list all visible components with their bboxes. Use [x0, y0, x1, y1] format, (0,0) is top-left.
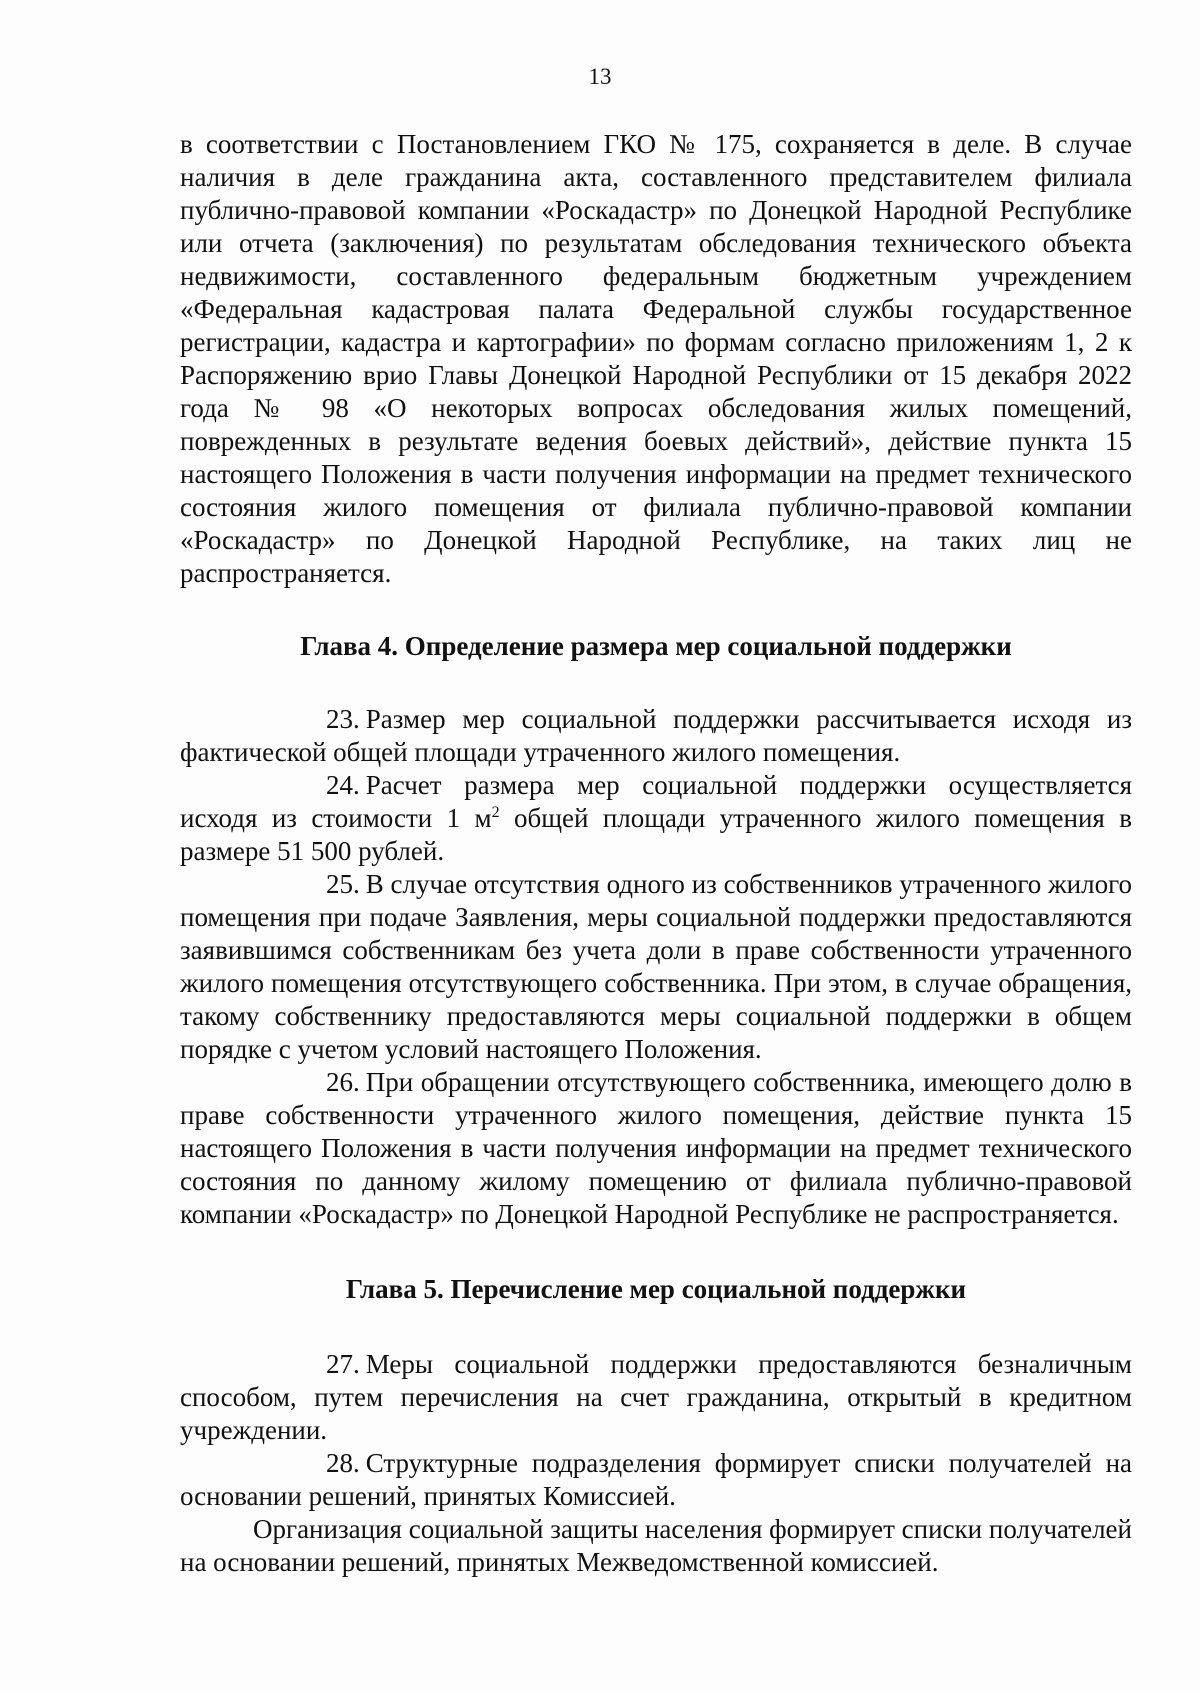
paragraph-26-number: 26. [326, 1067, 360, 1097]
paragraph-25-number: 25. [326, 869, 360, 899]
paragraph-27-text: Меры социальной поддержки предоставляются безналичным способом, путем перечисления на счет гражданина, открытый в кредитном учреждении. [180, 1349, 1132, 1445]
paragraph-27 [180, 1348, 1132, 1447]
document-body [180, 128, 1132, 1579]
paragraph-24-number: 24. [326, 770, 360, 800]
paragraph-23-text: Размер мер социальной поддержки рассчитывается исходя из фактической общей площади утраченного жилого помещения. [180, 704, 1132, 767]
paragraph-23 [180, 703, 1132, 769]
paragraph-25-text: В случае отсутствия одного из собственников утраченного жилого помещения при подаче Заявления, меры социальной поддержки предоставляются заявившимся собственникам без учета доли в праве собственности утраченного жилого помещения отсутствующего собственника. При этом, в случае обращения, такому собственнику предоставляются меры социальной поддержки в общем порядке с учетом условий настоящего Положения. [180, 869, 1132, 1064]
chapter-4-heading: Глава 4. Определение размера мер социальной поддержки [300, 631, 1012, 661]
chapter-5-heading: Глава 5. Перечисление мер социальной поддержки [345, 1274, 967, 1304]
paragraph-24-text-before: Расчет размера мер социальной поддержки осуществляется исходя из стоимости 1 м [180, 770, 1132, 833]
paragraph-23-number: 23. [326, 704, 360, 734]
paragraph-26 [180, 1066, 1132, 1231]
intro-paragraph: в соответствии с Постановлением ГКО № 175, сохраняется в деле. В случае наличия в деле гражданина акта, составленного представителем филиала публично-правовой компании «Роскадастр» по Донецкой Народной Республике или отчета (заключения) по результатам обследования технического объекта недвижимости, составленного федеральным бюджетным учреждением «Федеральная кадастровая палата Федеральной службы государственное регистрации, кадастра и картографии» по формам согласно приложениям 1, 2 к Распоряжению врио Главы Донецкой Народной Республики от 15 декабря 2022 года № 98 «О некоторых вопросах обследования жилых помещений, поврежденных в результате ведения боевых действий», действие пункта 15 настоящего Положения в части получения информации на предмет технического состояния жилого помещения от филиала публично-правовой компании «Роскадастр» по Донецкой Народной Республике, на таких лиц не распространяется. [180, 129, 1132, 588]
paragraph-28-continuation: Организация социальной защиты населения формирует списки получателей на основании решений, принятых Межведомственной комиссией. [180, 1514, 1132, 1577]
paragraph-28-text: Структурные подразделения формирует списки получателей на основании решений, принятых Комиссией. [180, 1448, 1132, 1511]
paragraph-28 [180, 1447, 1132, 1513]
paragraph-24-superscript: 2 [491, 804, 500, 821]
paragraph-24 [180, 769, 1132, 868]
paragraph-27-number: 27. [326, 1349, 360, 1379]
paragraph-26-text: При обращении отсутствующего собственника, имеющего долю в праве собственности утраченного жилого помещения, действие пункта 15 настоящего Положения в части получения информации на предмет технического состояния по данному жилому помещению от филиала публично-правовой компании «Роскадастр» по Донецкой Народной Республике не распространяется. [180, 1067, 1132, 1229]
paragraph-24-text-after: общей площади утраченного жилого помещения в размере 51 500 рублей. [180, 803, 1132, 866]
paragraph-28-number: 28. [326, 1448, 360, 1478]
paragraph-25 [180, 868, 1132, 1066]
page-number: 13 [588, 64, 612, 89]
